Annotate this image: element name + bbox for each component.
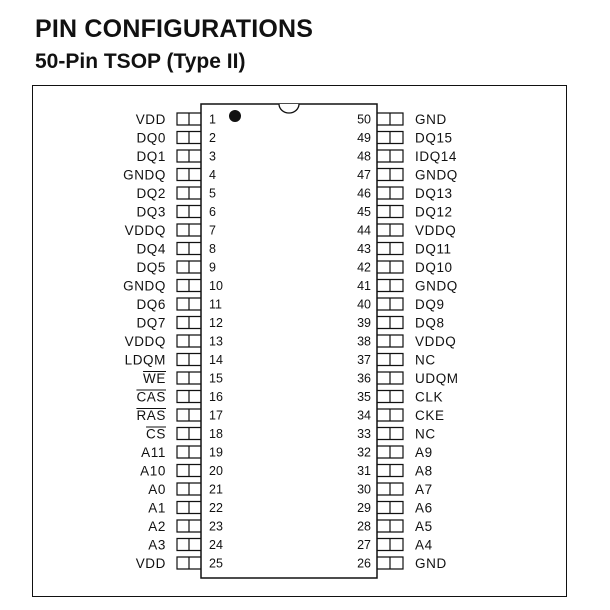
pin-label: LDQM xyxy=(124,352,166,368)
pin-label: UDQM xyxy=(415,371,459,386)
pin-label: A5 xyxy=(415,519,433,534)
pin-number: 10 xyxy=(209,279,223,293)
pin-lead xyxy=(177,335,201,347)
pin-label: DQ5 xyxy=(136,260,166,275)
pin-number: 48 xyxy=(357,149,371,164)
package-subtitle: 50-Pin TSOP (Type II) xyxy=(35,50,246,73)
pin-21 xyxy=(148,482,223,497)
pin-number: 22 xyxy=(209,501,223,515)
pin-37 xyxy=(357,353,436,368)
pin-11 xyxy=(136,297,222,312)
pin-label: GND xyxy=(415,112,447,127)
pin-lead xyxy=(377,354,403,366)
pin-number: 28 xyxy=(357,519,371,534)
pin-lead xyxy=(377,483,403,495)
pin-lead xyxy=(377,539,403,551)
pin-label: A0 xyxy=(148,482,166,497)
pin-number: 11 xyxy=(209,297,222,312)
pin-number: 26 xyxy=(357,556,371,571)
pin-label: A8 xyxy=(415,463,433,479)
pin-lead xyxy=(377,187,403,199)
pin-label: GNDQ xyxy=(123,167,166,183)
pin-lead xyxy=(377,298,403,310)
pin-35 xyxy=(357,390,443,405)
pin-number: 17 xyxy=(209,408,223,423)
pin-number: 23 xyxy=(209,519,223,534)
pin-number: 49 xyxy=(357,131,371,145)
pin-label: DQ11 xyxy=(415,241,452,257)
pin-label: VDDQ xyxy=(124,334,166,349)
pin-number: 9 xyxy=(209,260,216,275)
pin-lead xyxy=(177,428,201,440)
pin-number: 44 xyxy=(357,223,371,238)
pin-label: A3 xyxy=(148,537,166,553)
pin-lead xyxy=(377,391,403,403)
pin-label: DQ12 xyxy=(415,204,453,220)
pin-lead xyxy=(177,391,201,403)
pin-22 xyxy=(148,501,223,516)
pin-number: 35 xyxy=(357,390,371,404)
pin-number: 27 xyxy=(357,538,371,552)
pin-27 xyxy=(357,538,433,553)
pin-number: 43 xyxy=(357,242,371,256)
pin1-marker-dot xyxy=(229,110,241,122)
pin-lead xyxy=(377,446,403,458)
pin-lead xyxy=(177,187,201,199)
pin-lead xyxy=(377,502,403,514)
pin-12 xyxy=(136,316,223,331)
pin-label: RAS xyxy=(136,408,166,423)
pin-label: A2 xyxy=(148,519,166,534)
pin-number: 30 xyxy=(357,482,371,497)
pin-50 xyxy=(357,112,447,127)
pin-26 xyxy=(357,556,447,571)
pin-label: DQ0 xyxy=(136,130,166,146)
pin-30 xyxy=(357,482,433,497)
pin-lead xyxy=(377,557,403,569)
pin-lead xyxy=(177,261,201,273)
pin-lead xyxy=(377,317,403,329)
pin-lead xyxy=(377,335,403,347)
pin-lead xyxy=(177,150,201,162)
pin-label: NC xyxy=(415,426,436,442)
pin-number: 46 xyxy=(357,186,371,201)
pin-label: DQ7 xyxy=(136,315,166,331)
pin-lead xyxy=(177,446,201,458)
pin-label: A4 xyxy=(415,537,433,553)
pin-lead xyxy=(377,280,403,292)
pin-number: 33 xyxy=(357,427,371,441)
pin-17 xyxy=(136,408,223,423)
pin-label: A9 xyxy=(415,445,433,460)
pin-number: 36 xyxy=(357,371,371,386)
pin-lead xyxy=(177,317,201,329)
pin-number: 25 xyxy=(209,556,223,571)
pin-number: 12 xyxy=(209,316,223,330)
pin-lead xyxy=(177,372,201,384)
pin-label: DQ1 xyxy=(136,149,166,164)
pin-number: 47 xyxy=(357,168,371,182)
pin-39 xyxy=(357,316,444,331)
pin-lead xyxy=(177,243,201,255)
pin-number: 1 xyxy=(209,112,216,127)
pin-lead xyxy=(377,428,403,440)
pin-number: 37 xyxy=(357,353,371,367)
pin-31 xyxy=(357,464,433,479)
pin-number: 14 xyxy=(209,353,223,367)
pin-number: 2 xyxy=(209,131,216,145)
pin-lead xyxy=(177,132,201,144)
pin-label: DQ8 xyxy=(415,315,445,331)
pin-lead xyxy=(377,206,403,218)
pin-23 xyxy=(148,519,223,534)
pin-lead xyxy=(377,243,403,255)
pin-number: 38 xyxy=(357,334,371,349)
pin-label: GNDQ xyxy=(123,278,166,294)
pin-label: VDDQ xyxy=(124,223,166,238)
page-title: PIN CONFIGURATIONS xyxy=(35,15,314,43)
pin-label: DQ15 xyxy=(415,130,453,146)
pin-number: 20 xyxy=(209,464,223,478)
pin-18 xyxy=(146,427,223,442)
pin-label: GNDQ xyxy=(415,278,458,294)
pin-lead xyxy=(177,224,201,236)
pin-number: 18 xyxy=(209,427,223,441)
pin-lead xyxy=(377,409,403,421)
pin-lead xyxy=(377,113,403,125)
pin-number: 42 xyxy=(357,260,371,275)
pin-14 xyxy=(125,353,223,368)
pin-label: A11 xyxy=(141,445,166,460)
pin-label: CKE xyxy=(415,408,445,423)
pin-number: 7 xyxy=(209,223,216,238)
pin-number: 50 xyxy=(357,112,371,127)
pin-label: CLK xyxy=(415,389,444,405)
pin-label: CS xyxy=(146,426,166,442)
chip-body xyxy=(201,104,377,578)
pin-number: 40 xyxy=(357,297,371,312)
pin-number: 15 xyxy=(209,371,223,386)
pin-number: 45 xyxy=(357,205,371,219)
pin-25 xyxy=(136,556,223,571)
pin-label: GNDQ xyxy=(415,167,458,183)
pin-label: DQ9 xyxy=(415,297,445,312)
pin-number: 8 xyxy=(209,242,216,256)
pin-lead xyxy=(177,113,201,125)
pin-lead xyxy=(177,298,201,310)
pin-lead xyxy=(377,150,403,162)
pin-label: VDDQ xyxy=(415,334,457,349)
pin-33 xyxy=(357,427,436,442)
pin-number: 4 xyxy=(209,168,216,182)
pin-lead xyxy=(377,261,403,273)
pin-lead xyxy=(177,483,201,495)
pin-24 xyxy=(148,538,223,553)
pin-label: A6 xyxy=(415,500,433,516)
pin-lead xyxy=(377,132,403,144)
pin-number: 16 xyxy=(209,390,223,404)
pin-label: CAS xyxy=(136,389,166,405)
pin-label: DQ13 xyxy=(415,186,453,201)
pin-32 xyxy=(357,445,433,460)
pin-lead xyxy=(377,520,403,532)
pin-28 xyxy=(357,519,433,534)
pin-label: DQ6 xyxy=(136,297,166,312)
pin-lead xyxy=(177,520,201,532)
pin-number: 41 xyxy=(357,279,371,293)
pin-label: DQ3 xyxy=(136,204,166,220)
pin-lead xyxy=(177,539,201,551)
pin-label: IDQ14 xyxy=(415,149,458,164)
pin-lead xyxy=(177,206,201,218)
pin-lead xyxy=(177,465,201,477)
pin-label: VDD xyxy=(135,112,166,127)
pin-lead xyxy=(177,169,201,181)
pin-lead xyxy=(377,372,403,384)
pin-lead xyxy=(177,354,201,366)
pin-number: 39 xyxy=(357,316,371,330)
pin-label: A10 xyxy=(140,463,166,479)
pin-label: VDD xyxy=(135,556,166,571)
pin-label: VDDQ xyxy=(415,223,457,238)
pin-13 xyxy=(125,334,223,349)
pin-number: 19 xyxy=(209,445,223,460)
pin-number: 24 xyxy=(209,538,223,552)
pin-label: GND xyxy=(415,556,447,571)
pin-label: DQ4 xyxy=(136,241,166,257)
pin-label: NC xyxy=(415,352,436,368)
pin-lead xyxy=(177,280,201,292)
pin-number: 13 xyxy=(209,334,223,349)
pin-label: WE xyxy=(143,371,166,386)
pin-number: 21 xyxy=(209,482,223,497)
pin-number: 29 xyxy=(357,501,371,515)
pin-19 xyxy=(141,445,223,460)
pin-40 xyxy=(357,297,444,312)
pin-label: DQ10 xyxy=(415,260,453,275)
pin-label: A7 xyxy=(415,482,433,497)
pin-lead xyxy=(377,465,403,477)
pin-lead xyxy=(177,502,201,514)
pin-number: 6 xyxy=(209,205,216,219)
pin-lead xyxy=(377,169,403,181)
pin-34 xyxy=(357,408,444,423)
pin-number: 31 xyxy=(357,464,371,478)
pin-label: A1 xyxy=(148,500,166,516)
pin-29 xyxy=(357,501,433,516)
pin-number: 3 xyxy=(209,149,216,164)
pin-number: 34 xyxy=(357,408,371,423)
pin-15 xyxy=(143,371,223,386)
pin-20 xyxy=(140,464,223,479)
pin-16 xyxy=(136,390,223,405)
pin-lead xyxy=(177,409,201,421)
pin-label: DQ2 xyxy=(136,186,166,201)
pin-lead xyxy=(377,224,403,236)
pin-number: 32 xyxy=(357,445,371,460)
pin-number: 5 xyxy=(209,186,216,201)
pin-lead xyxy=(177,557,201,569)
